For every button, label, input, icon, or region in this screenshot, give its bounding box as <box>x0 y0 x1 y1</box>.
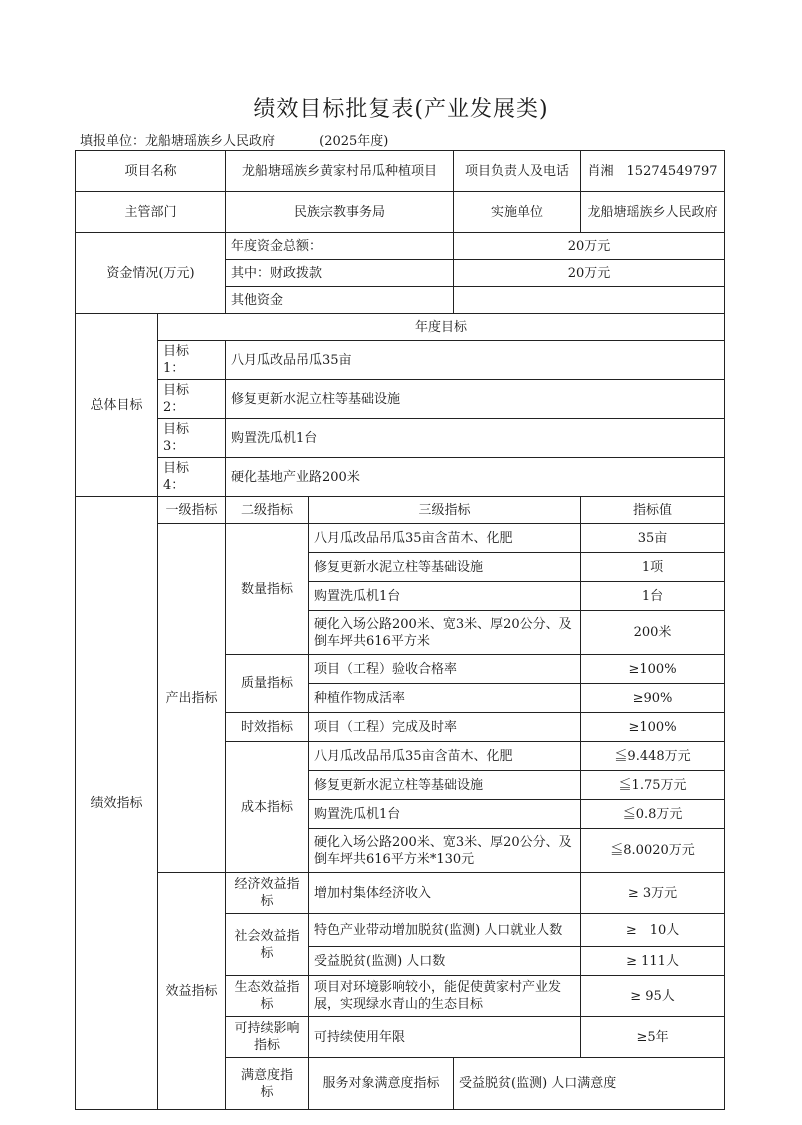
indicator-value: ≥ 10人 <box>581 914 725 947</box>
social-indicator-label: 社会效益指标 <box>226 914 309 976</box>
perf-header-row <box>76 497 725 524</box>
report-meta <box>80 130 388 149</box>
project-manager-label: 项目负责人及电话 <box>454 151 581 192</box>
report-year: (2025年度) <box>319 134 389 149</box>
goal-text: 硬化基地产业路200米 <box>226 458 725 497</box>
funds-total-row <box>76 233 725 260</box>
indicator-text: 种植作物成活率 <box>309 684 581 713</box>
col-header-value: 指标值 <box>581 497 725 524</box>
indicator-value: 35亩 <box>581 524 725 553</box>
indicator-text: 修复更新水泥立柱等基础设施 <box>309 771 581 800</box>
service-satisfaction-label: 服务对象满意度指标 <box>309 1058 454 1110</box>
funds-total-value: 20万元 <box>454 233 725 260</box>
indicator-value: ≥ 111人 <box>581 947 725 976</box>
indicator-text: 修复更新水泥立柱等基础设施 <box>309 553 581 582</box>
indicator-text: 八月瓜改品吊瓜35亩含苗木、化肥 <box>309 742 581 771</box>
eco-indicator-label: 生态效益指标 <box>226 976 309 1017</box>
indicator-text: 项目（工程）验收合格率 <box>309 655 581 684</box>
indicator-text: 项目（工程）完成及时率 <box>309 713 581 742</box>
indicator-value: 1项 <box>581 553 725 582</box>
indicator-text: 可持续使用年限 <box>309 1017 581 1058</box>
goal-text: 修复更新水泥立柱等基础设施 <box>226 380 725 419</box>
indicator-row <box>76 524 725 553</box>
indicator-value: ≥100% <box>581 655 725 684</box>
goal-text: 购置洗瓜机1台 <box>226 419 725 458</box>
performance-table <box>75 150 725 1110</box>
funds-other-value <box>454 287 725 314</box>
indicator-text: 项目对环境影响较小，能促使黄家村产业发展，实现绿水青山的生态目标 <box>309 976 581 1017</box>
dept-label: 主管部门 <box>76 192 226 233</box>
output-indicator-label: 产出指标 <box>158 524 226 873</box>
indicator-text: 购置洗瓜机1台 <box>309 582 581 611</box>
cost-indicator-label: 成本指标 <box>226 742 309 873</box>
satisfaction-indicator-label: 满意度指 标 <box>226 1058 309 1110</box>
funds-other-label: 其他资金 <box>226 287 454 314</box>
indicator-value: ≦9.448万元 <box>581 742 725 771</box>
indicator-value: ≦8.0020万元 <box>581 829 725 873</box>
indicator-text: 特色产业带动增加脱贫(监测) 人口就业人数 <box>309 914 581 947</box>
goal-row <box>76 341 725 380</box>
indicator-value: ≥ 3万元 <box>581 873 725 914</box>
indicator-text: 购置洗瓜机1台 <box>309 800 581 829</box>
indicator-text: 增加村集体经济收入 <box>309 873 581 914</box>
indicator-text: 八月瓜改品吊瓜35亩含苗木、化肥 <box>309 524 581 553</box>
indicator-value: ≥5年 <box>581 1017 725 1058</box>
project-manager-value: 肖湘 15274549797 <box>581 151 725 192</box>
indicator-value: ≥ 95人 <box>581 976 725 1017</box>
indicator-value: ≦0.8万元 <box>581 800 725 829</box>
benefit-indicator-label: 效益指标 <box>158 873 226 1110</box>
col-header-level1: 一级指标 <box>158 497 226 524</box>
funds-label: 资金情况(万元) <box>76 233 226 314</box>
dept-row <box>76 192 725 233</box>
indicator-value: 200米 <box>581 611 725 655</box>
goal-row <box>76 458 725 497</box>
col-header-level3: 三级指标 <box>309 497 581 524</box>
goals-header-row <box>76 314 725 341</box>
funds-fiscal-value: 20万元 <box>454 260 725 287</box>
page-title: 绩效目标批复表(产业发展类) <box>253 97 549 122</box>
funds-fiscal-label: 其中：财政拨款 <box>226 260 454 287</box>
indicator-value: ≥100% <box>581 713 725 742</box>
goal-text: 八月瓜改品吊瓜35亩 <box>226 341 725 380</box>
indicator-value: ≦1.75万元 <box>581 771 725 800</box>
impl-label: 实施单位 <box>454 192 581 233</box>
goal-label: 目标 2： <box>158 380 226 419</box>
goal-row <box>76 380 725 419</box>
goals-header: 年度目标 <box>158 314 725 341</box>
indicator-row <box>76 873 725 914</box>
filing-unit: 填报单位：龙船塘瑶族乡人民政府 <box>80 134 276 149</box>
project-name-row <box>76 151 725 192</box>
economic-indicator-label: 经济效益指标 <box>226 873 309 914</box>
indicator-value: ≥90% <box>581 684 725 713</box>
indicator-text: 受益脱贫(监测) 人口数 <box>309 947 581 976</box>
sustain-indicator-label: 可持续影响指标 <box>226 1017 309 1058</box>
funds-total-label: 年度资金总额： <box>226 233 454 260</box>
indicator-value: 1台 <box>581 582 725 611</box>
timeliness-indicator-label: 时效指标 <box>226 713 309 742</box>
impl-value: 龙船塘瑶族乡人民政府 <box>581 192 725 233</box>
quality-indicator-label: 质量指标 <box>226 655 309 713</box>
project-name-value: 龙船塘瑶族乡黄家村吊瓜种植项目 <box>226 151 454 192</box>
goal-label: 目标 1： <box>158 341 226 380</box>
goal-label: 目标 4： <box>158 458 226 497</box>
indicator-text: 受益脱贫(监测) 人口满意度 <box>454 1058 725 1110</box>
indicator-text: 硬化入场公路200米、宽3米、厚20公分、及倒车坪共616平方米*130元 <box>309 829 581 873</box>
quantity-indicator-label: 数量指标 <box>226 524 309 655</box>
col-header-level2: 二级指标 <box>226 497 309 524</box>
goals-label: 总体目标 <box>76 314 158 497</box>
dept-value: 民族宗教事务局 <box>226 192 454 233</box>
indicator-text: 硬化入场公路200米、宽3米、厚20公分、及倒车坪共616平方米 <box>309 611 581 655</box>
project-name-label: 项目名称 <box>76 151 226 192</box>
perf-label: 绩效指标 <box>76 497 158 1110</box>
goal-row <box>76 419 725 458</box>
goal-label: 目标 3： <box>158 419 226 458</box>
